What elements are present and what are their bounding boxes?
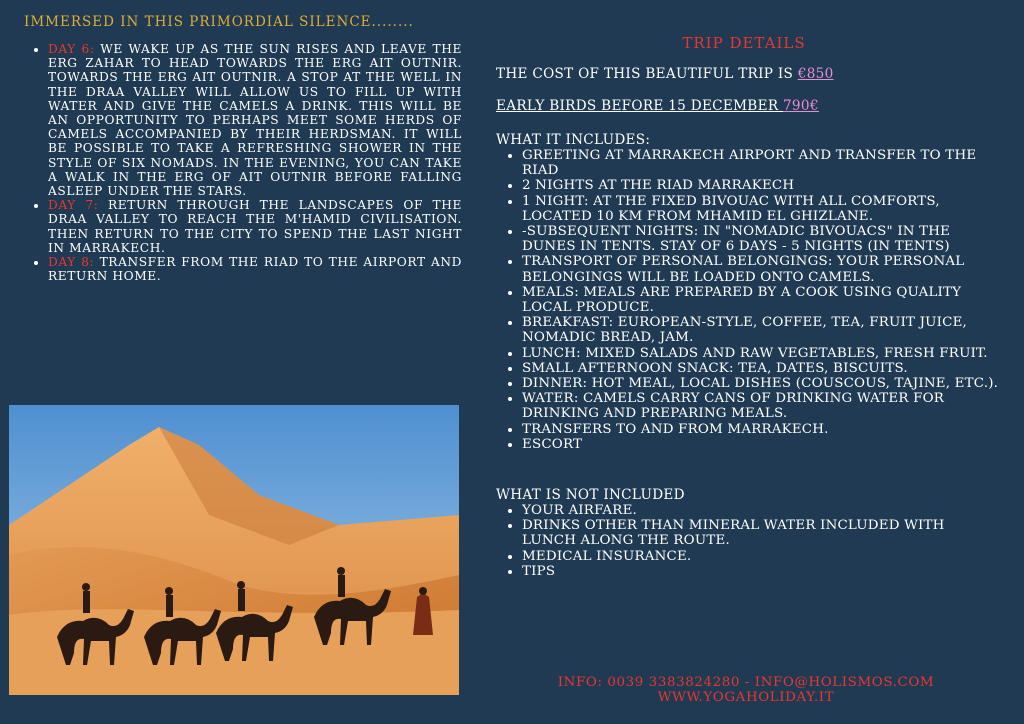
includes-list — [496, 148, 1000, 452]
day-label: DAY 8: — [48, 255, 95, 270]
day-text: WE WAKE UP AS THE SUN RISES AND LEAVE THE ERG ZAHAR TO HEAD TOWARDS THE ERG AIT OUTNIR. TOWARDS THE ERG AIT OUTNIR. A STOP AT THE WELL IN THE DRAA VALLEY WILL ALLOW US TO FILL UP WITH WATER AND GIVE THE CAMELS A DRINK. THIS WILL BE AN OPPORTUNITY TO PERHAPS MEET SOME HERDS OF CAMELS ACCOMPANIED BY THEIR HERDSMAN. IT WILL BE POSSIBLE TO TAKE A REFRESHING SHOWER IN THE STYLE OF SIX NOMADS. IN THE EVENING, YOU CAN TAKE A WALK IN THE ERG OF AIT OUTNIR BEFORE FALLING ASLEEP UNDER THE STARS. — [48, 42, 462, 199]
includes-item: • WATER: CAMELS CARRY CANS OF DRINKING WATER FOR DRINKING AND PREPARING MEALS. — [522, 391, 1000, 421]
cost-text: THE COST OF THIS BEAUTIFUL TRIP IS — [496, 66, 798, 82]
day-label: DAY 6: — [48, 42, 95, 56]
day-list — [22, 42, 462, 283]
itinerary-column — [22, 14, 462, 283]
includes-item: • SMALL AFTERNOON SNACK: TEA, DATES, BISCUITS. — [522, 361, 1000, 376]
early-price: 790€ — [782, 98, 819, 114]
day-item — [48, 198, 462, 255]
not-included-list — [496, 503, 1000, 579]
includes-item: • MEALS: MEALS ARE PREPARED BY A COOK USING QUALITY LOCAL PRODUCE. — [522, 285, 1000, 315]
includes-item: • GREETING AT MARRAKECH AIRPORT AND TRANSFER TO THE RIAD — [522, 148, 1000, 178]
day-text: RETURN THROUGH THE LANDSCAPES OF THE DRAA VALLEY TO REACH THE M'HAMID CIVILISATION. THEN RETURN TO THE CITY TO SPEND THE LAST NIGHT IN MARRAKECH. — [48, 198, 463, 255]
early-text: EARLY BIRDS BEFORE 15 DECEMBER — [496, 98, 783, 114]
cost-price: €850 — [797, 66, 834, 82]
includes-item: • TRANSFERS TO AND FROM MARRAKECH. — [522, 422, 1000, 437]
not-included-item: • MEDICAL INSURANCE. — [522, 549, 1000, 564]
website-link[interactable]: WWW.YOGAHOLIDAY.IT — [657, 690, 835, 705]
trip-details-title: TRIP DETAILS — [682, 34, 806, 52]
day-item — [48, 255, 462, 283]
includes-item: • 1 NIGHT: AT THE FIXED BIVOUAC WITH ALL COMFORTS, LOCATED 10 KM FROM MHAMID EL GHIZLANE. — [522, 194, 1000, 224]
includes-title: WHAT IT INCLUDES: — [496, 132, 651, 148]
not-included-item: • TIPS — [522, 564, 1000, 579]
cost-line — [496, 66, 1000, 82]
early-bird-line — [496, 98, 1000, 114]
not-included-title: WHAT IS NOT INCLUDED — [496, 487, 685, 504]
desert-camel-photo — [9, 405, 459, 695]
itinerary-heading: IMMERSED IN THIS PRIMORDIAL SILENCE........ — [24, 14, 414, 30]
includes-item: • -SUBSEQUENT NIGHTS: IN "NOMADIC BIVOUACS" IN THE DUNES IN TENTS. STAY OF 6 DAYS - 5 NIGHTS (IN TENTS) — [522, 224, 1000, 254]
not-included-item: • YOUR AIRFARE. — [522, 503, 1000, 518]
includes-item: • LUNCH: MIXED SALADS AND RAW VEGETABLES, FRESH FRUIT. — [522, 346, 1000, 361]
includes-item: • TRANSPORT OF PERSONAL BELONGINGS: YOUR PERSONAL BELONGINGS WILL BE LOADED ONTO CAMELS. — [522, 254, 1000, 284]
includes-item: • DINNER: HOT MEAL, LOCAL DISHES (COUSCOUS, TAJINE, ETC.). — [522, 376, 1000, 391]
day-item — [48, 42, 462, 198]
includes-item: • BREAKFAST: EUROPEAN-STYLE, COFFEE, TEA, FRUIT JUICE, NOMADIC BREAD, JAM. — [522, 315, 1000, 345]
includes-item: • 2 NIGHTS AT THE RIAD MARRAKECH — [522, 178, 1000, 193]
trip-details-column — [496, 34, 1000, 579]
contact-info: INFO: 0039 3383824280 - INFO@HOLISMOS.COM — [557, 675, 935, 690]
not-included-item: • DRINKS OTHER THAN MINERAL WATER INCLUDED WITH LUNCH ALONG THE ROUTE. — [522, 518, 1000, 548]
contact-block — [496, 675, 996, 705]
day-text: TRANSFER FROM THE RIAD TO THE AIRPORT AND RETURN HOME. — [48, 255, 463, 284]
includes-item: • ESCORT — [522, 437, 1000, 452]
day-label: DAY 7: — [48, 198, 99, 213]
